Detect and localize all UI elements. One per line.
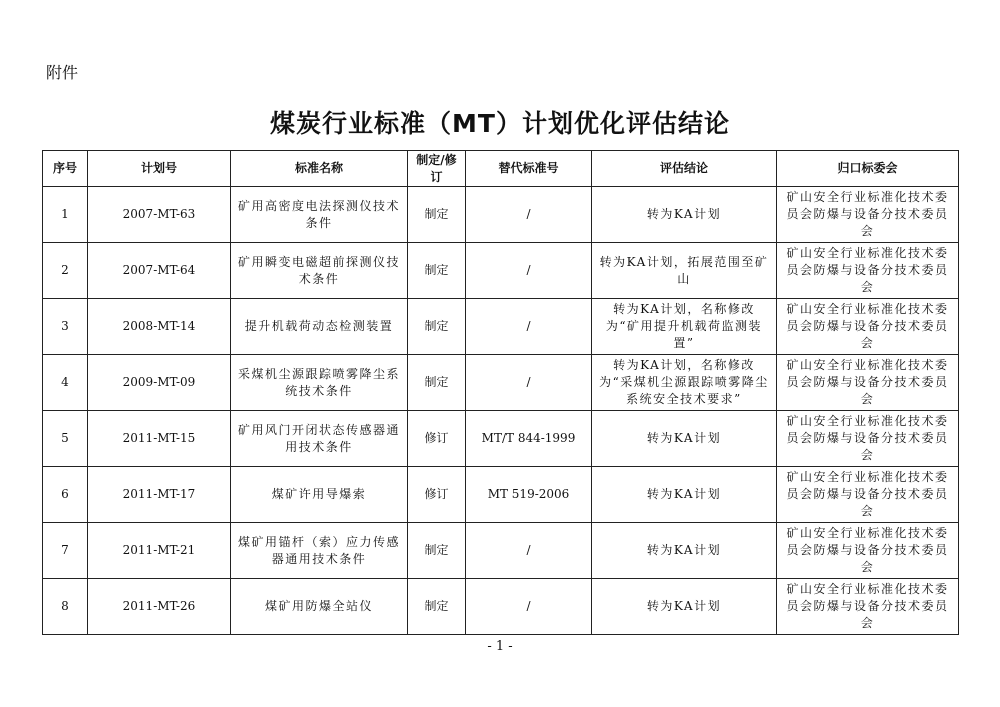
cell-no: 2 <box>43 243 88 299</box>
cell-conclusion: 转为KA计划，拓展范围至矿山 <box>592 243 777 299</box>
table-row <box>43 187 959 243</box>
cell-conclusion: 转为KA计划 <box>592 187 777 243</box>
cell-type: 制定 <box>408 187 466 243</box>
attachment-label: 附件 <box>46 63 79 82</box>
cell-committee: 矿山安全行业标准化技术委员会防爆与设备分技术委员会 <box>777 187 959 243</box>
cell-committee: 矿山安全行业标准化技术委员会防爆与设备分技术委员会 <box>777 355 959 411</box>
table-header-row <box>43 151 959 187</box>
table-row <box>43 467 959 523</box>
cell-plan-no: 2011-MT-17 <box>88 467 231 523</box>
cell-no: 8 <box>43 579 88 635</box>
cell-plan-no: 2011-MT-26 <box>88 579 231 635</box>
cell-committee: 矿山安全行业标准化技术委员会防爆与设备分技术委员会 <box>777 467 959 523</box>
table-row <box>43 299 959 355</box>
cell-type: 制定 <box>408 243 466 299</box>
cell-conclusion: 转为KA计划 <box>592 411 777 467</box>
cell-committee: 矿山安全行业标准化技术委员会防爆与设备分技术委员会 <box>777 579 959 635</box>
table-row <box>43 411 959 467</box>
cell-replaces: / <box>466 523 592 579</box>
table-row <box>43 579 959 635</box>
cell-type: 修订 <box>408 467 466 523</box>
cell-committee: 矿山安全行业标准化技术委员会防爆与设备分技术委员会 <box>777 411 959 467</box>
cell-committee: 矿山安全行业标准化技术委员会防爆与设备分技术委员会 <box>777 523 959 579</box>
cell-standard-name: 煤矿许用导爆索 <box>231 467 408 523</box>
cell-plan-no: 2007-MT-64 <box>88 243 231 299</box>
cell-committee: 矿山安全行业标准化技术委员会防爆与设备分技术委员会 <box>777 243 959 299</box>
cell-conclusion: 转为KA计划 <box>592 579 777 635</box>
cell-standard-name: 矿用高密度电法探测仪技术条件 <box>231 187 408 243</box>
header-conclusion: 评估结论 <box>592 151 777 187</box>
cell-committee: 矿山安全行业标准化技术委员会防爆与设备分技术委员会 <box>777 299 959 355</box>
cell-no: 4 <box>43 355 88 411</box>
cell-conclusion: 转为KA计划 <box>592 467 777 523</box>
cell-standard-name: 煤矿用防爆全站仪 <box>231 579 408 635</box>
cell-conclusion: 转为KA计划 <box>592 523 777 579</box>
cell-replaces: / <box>466 187 592 243</box>
cell-replaces: / <box>466 243 592 299</box>
header-plan-no: 计划号 <box>88 151 231 187</box>
header-no: 序号 <box>43 151 88 187</box>
evaluation-table <box>42 150 959 635</box>
cell-type: 制定 <box>408 299 466 355</box>
cell-standard-name: 矿用瞬变电磁超前探测仪技术条件 <box>231 243 408 299</box>
cell-no: 1 <box>43 187 88 243</box>
cell-plan-no: 2009-MT-09 <box>88 355 231 411</box>
table-row <box>43 355 959 411</box>
table-row <box>43 243 959 299</box>
cell-type: 制定 <box>408 355 466 411</box>
cell-standard-name: 矿用风门开闭状态传感器通用技术条件 <box>231 411 408 467</box>
cell-standard-name: 采煤机尘源跟踪喷雾降尘系统技术条件 <box>231 355 408 411</box>
cell-type: 制定 <box>408 523 466 579</box>
header-type: 制定/修订 <box>408 151 466 187</box>
cell-replaces: / <box>466 579 592 635</box>
cell-no: 5 <box>43 411 88 467</box>
cell-replaces: MT 519-2006 <box>466 467 592 523</box>
cell-plan-no: 2008-MT-14 <box>88 299 231 355</box>
cell-standard-name: 提升机载荷动态检测装置 <box>231 299 408 355</box>
cell-conclusion: 转为KA计划，名称修改为“矿用提升机载荷监测装置” <box>592 299 777 355</box>
document-title: 煤炭行业标准（MT）计划优化评估结论 <box>270 109 730 138</box>
cell-no: 6 <box>43 467 88 523</box>
cell-replaces: MT/T 844-1999 <box>466 411 592 467</box>
cell-replaces: / <box>466 355 592 411</box>
header-committee: 归口标委会 <box>777 151 959 187</box>
cell-type: 修订 <box>408 411 466 467</box>
table-row <box>43 523 959 579</box>
cell-type: 制定 <box>408 579 466 635</box>
header-standard-name: 标准名称 <box>231 151 408 187</box>
header-replaces: 替代标准号 <box>466 151 592 187</box>
cell-plan-no: 2011-MT-15 <box>88 411 231 467</box>
cell-no: 3 <box>43 299 88 355</box>
cell-standard-name: 煤矿用锚杆（索）应力传感器通用技术条件 <box>231 523 408 579</box>
cell-plan-no: 2007-MT-63 <box>88 187 231 243</box>
cell-no: 7 <box>43 523 88 579</box>
cell-conclusion: 转为KA计划，名称修改为“采煤机尘源跟踪喷雾降尘系统安全技术要求” <box>592 355 777 411</box>
page-number: - 1 - <box>487 639 513 654</box>
cell-plan-no: 2011-MT-21 <box>88 523 231 579</box>
cell-replaces: / <box>466 299 592 355</box>
